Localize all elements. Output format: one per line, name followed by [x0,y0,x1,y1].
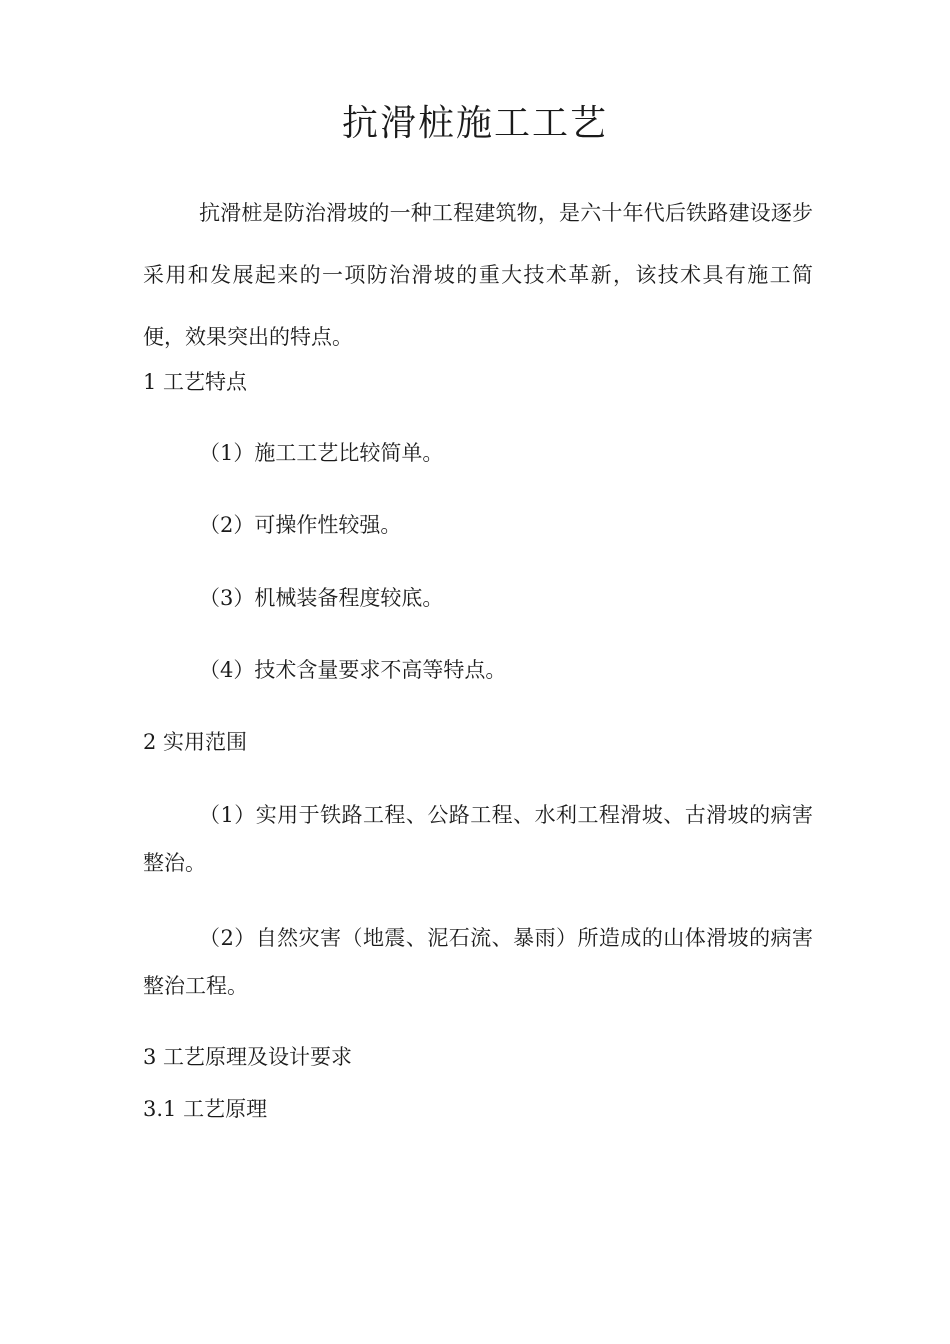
section-2-heading: 2 实用范围 [143,730,248,754]
section-2-item-2: （2）自然灾害（地震、泥石流、暴雨）所造成的山体滑坡的病害整治工程。 [143,926,813,998]
section-1-heading: 1 工艺特点 [143,370,248,394]
document-title: 抗滑桩施工工艺 [341,103,608,144]
intro-paragraph: 抗滑桩是防治滑坡的一种工程建筑物，是六十年代后铁路建设逐步采用和发展起来的一项防治滑坡的重大技术革新，该技术具有施工简便，效果突出的特点。 [143,201,813,349]
section-3-heading: 3 工艺原理及设计要求 [143,1045,353,1069]
section-3-1-subheading: 3.1 工艺原理 [143,1097,268,1121]
section-1-item-2: （2）可操作性较强。 [199,513,402,537]
section-1-item-1: （1）施工工艺比较简单。 [199,441,444,465]
section-1-item-4: （4）技术含量要求不高等特点。 [199,658,507,682]
section-1-item-3: （3）机械装备程度较底。 [199,586,444,610]
section-2-item-1: （1）实用于铁路工程、公路工程、水利工程滑坡、古滑坡的病害整治。 [143,803,813,875]
